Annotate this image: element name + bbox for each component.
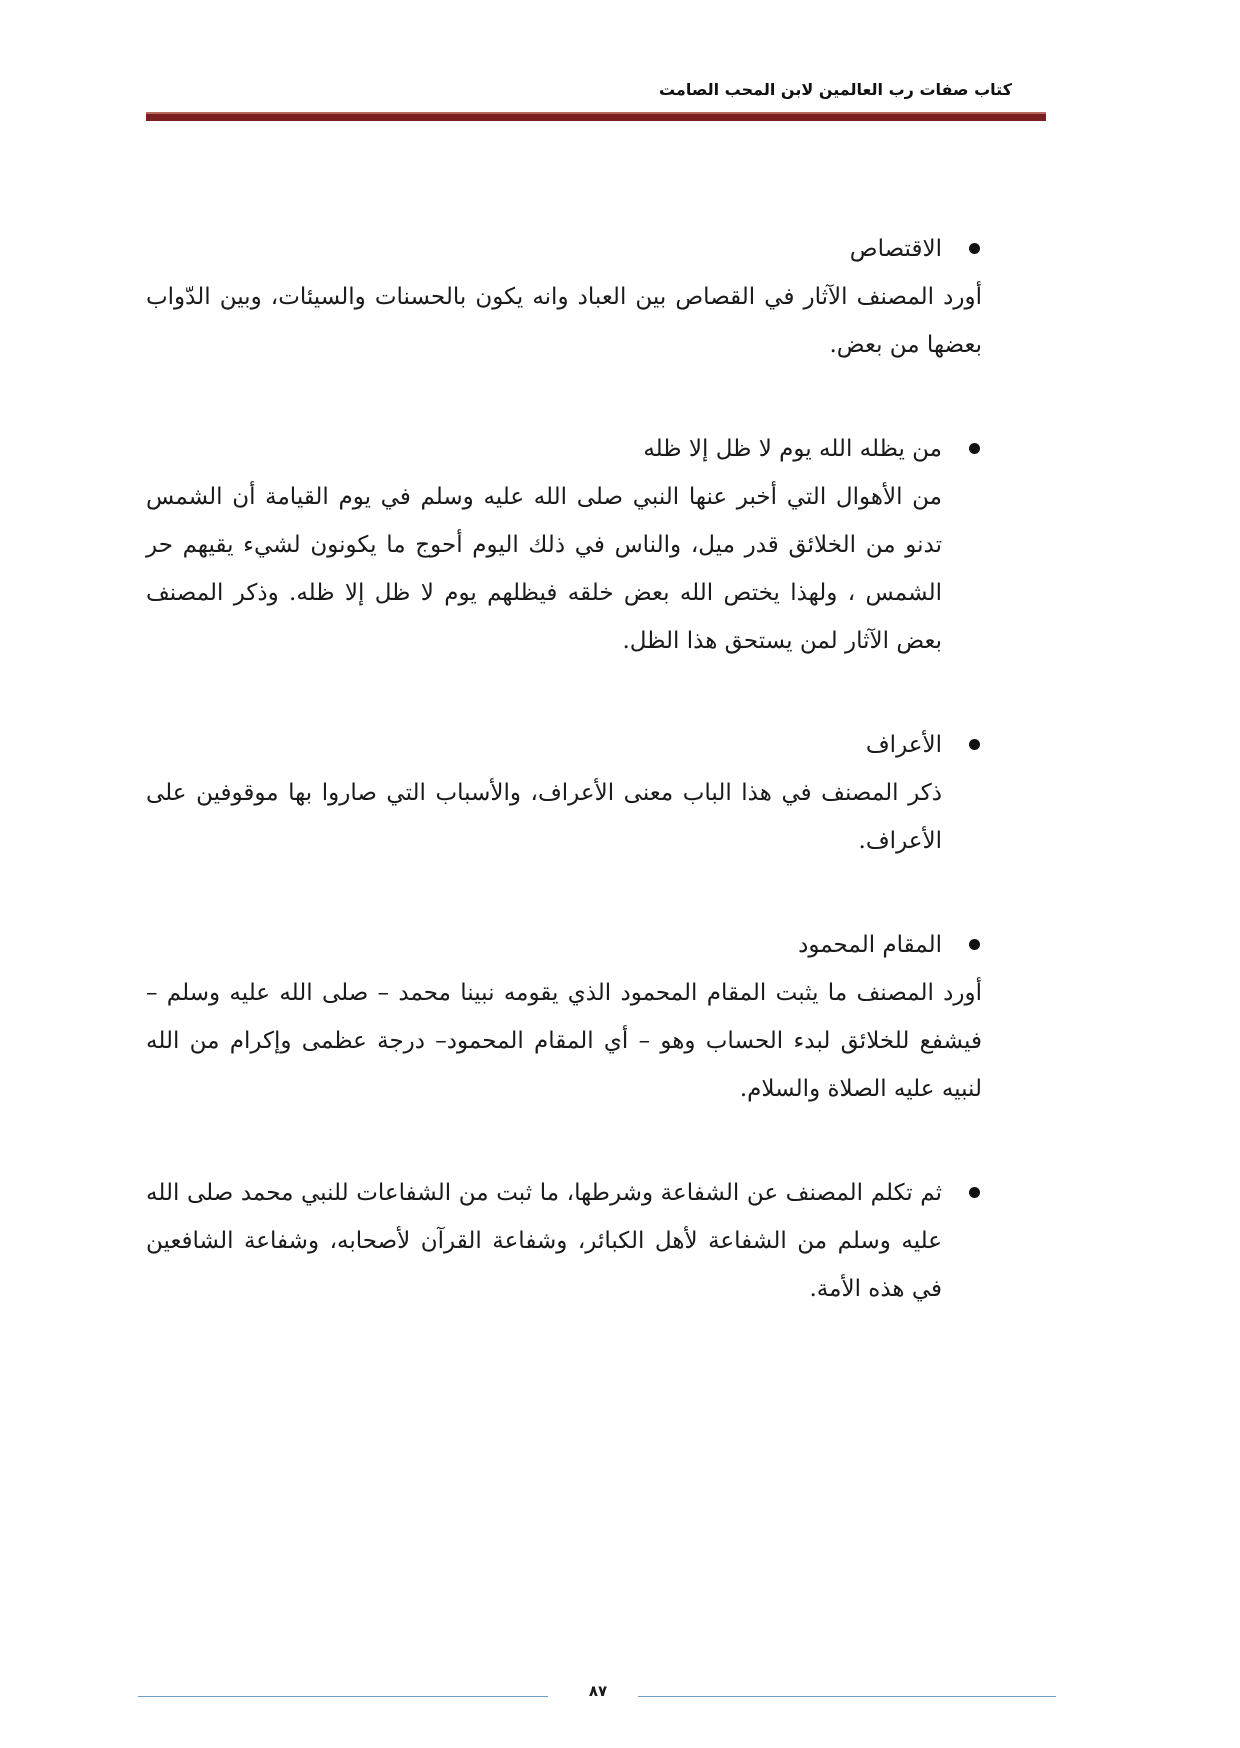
section-heading-text: الاقتصاص	[849, 236, 942, 262]
section-shafaa	[146, 1169, 982, 1313]
bullet-icon	[969, 739, 980, 750]
section-heading-text: المقام المحمود	[798, 932, 942, 958]
section-body: أورد المصنف ما يثبت المقام المحمود الذي يقومه نبينا محمد – صلى الله عليه وسلم – فيشفع للخلائق لبدء الحساب وهو – أي المقام المحمود– درجة عظمى وإكرام من الله لنبيه عليه الصلاة والسلام.	[146, 980, 982, 1102]
bullet-icon	[969, 939, 980, 950]
section-heading	[146, 225, 982, 273]
book-title: كتاب صفات رب العالمين لابن المحب الصامت	[658, 80, 1012, 99]
bullet-icon	[969, 243, 980, 254]
page-number: ٨٧	[588, 1682, 608, 1700]
footer-divider-left	[138, 1696, 548, 1697]
section-qisas	[146, 225, 982, 369]
section-heading-text: ثم تكلم المصنف عن الشفاعة وشرطها، ما ثبت من الشفاعات للنبي محمد صلى الله عليه وسلم من الشفاعة لأهل الكبائر، وشفاعة القرآن لأصحابه، وشفاعة الشافعين في هذه الأمة.	[146, 1180, 942, 1302]
section-body: أورد المصنف الآثار في القصاص بين العباد وانه يكون بالحسنات والسيئات، وبين الدّواب بعضها من بعض.	[146, 284, 982, 358]
section-heading	[146, 425, 982, 473]
section-heading	[146, 921, 982, 969]
section-araf	[146, 721, 982, 865]
section-body: من الأهوال التي أخبر عنها النبي صلى الله عليه وسلم في يوم القيامة أن الشمس تدنو من الخلائق قدر ميل، والناس في ذلك اليوم أحوج ما يكونون لشيء يقيهم حر الشمس ، ولهذا يختص الله بعض خلقه فيظلهم يوم لا ظل إلا ظله. وذكر المصنف بعض الآثار لمن يستحق هذا الظل.	[146, 484, 942, 654]
section-heading	[146, 721, 982, 769]
page-footer	[138, 1682, 1056, 1712]
bullet-icon	[969, 443, 980, 454]
footer-divider-right	[638, 1696, 1056, 1697]
bullet-icon	[969, 1187, 980, 1198]
page-content	[146, 225, 982, 1369]
section-body: ذكر المصنف في هذا الباب معنى الأعراف، والأسباب التي صاروا بها موقوفين على الأعراف.	[146, 780, 942, 854]
section-heading-text: الأعراف	[865, 732, 942, 758]
section-paragraph	[146, 1169, 982, 1313]
section-shade	[146, 425, 982, 665]
section-maqam	[146, 921, 982, 1113]
page-header	[146, 80, 1046, 120]
section-heading-text: من يظله الله يوم لا ظل إلا ظله	[643, 436, 942, 462]
header-divider	[146, 112, 1046, 121]
